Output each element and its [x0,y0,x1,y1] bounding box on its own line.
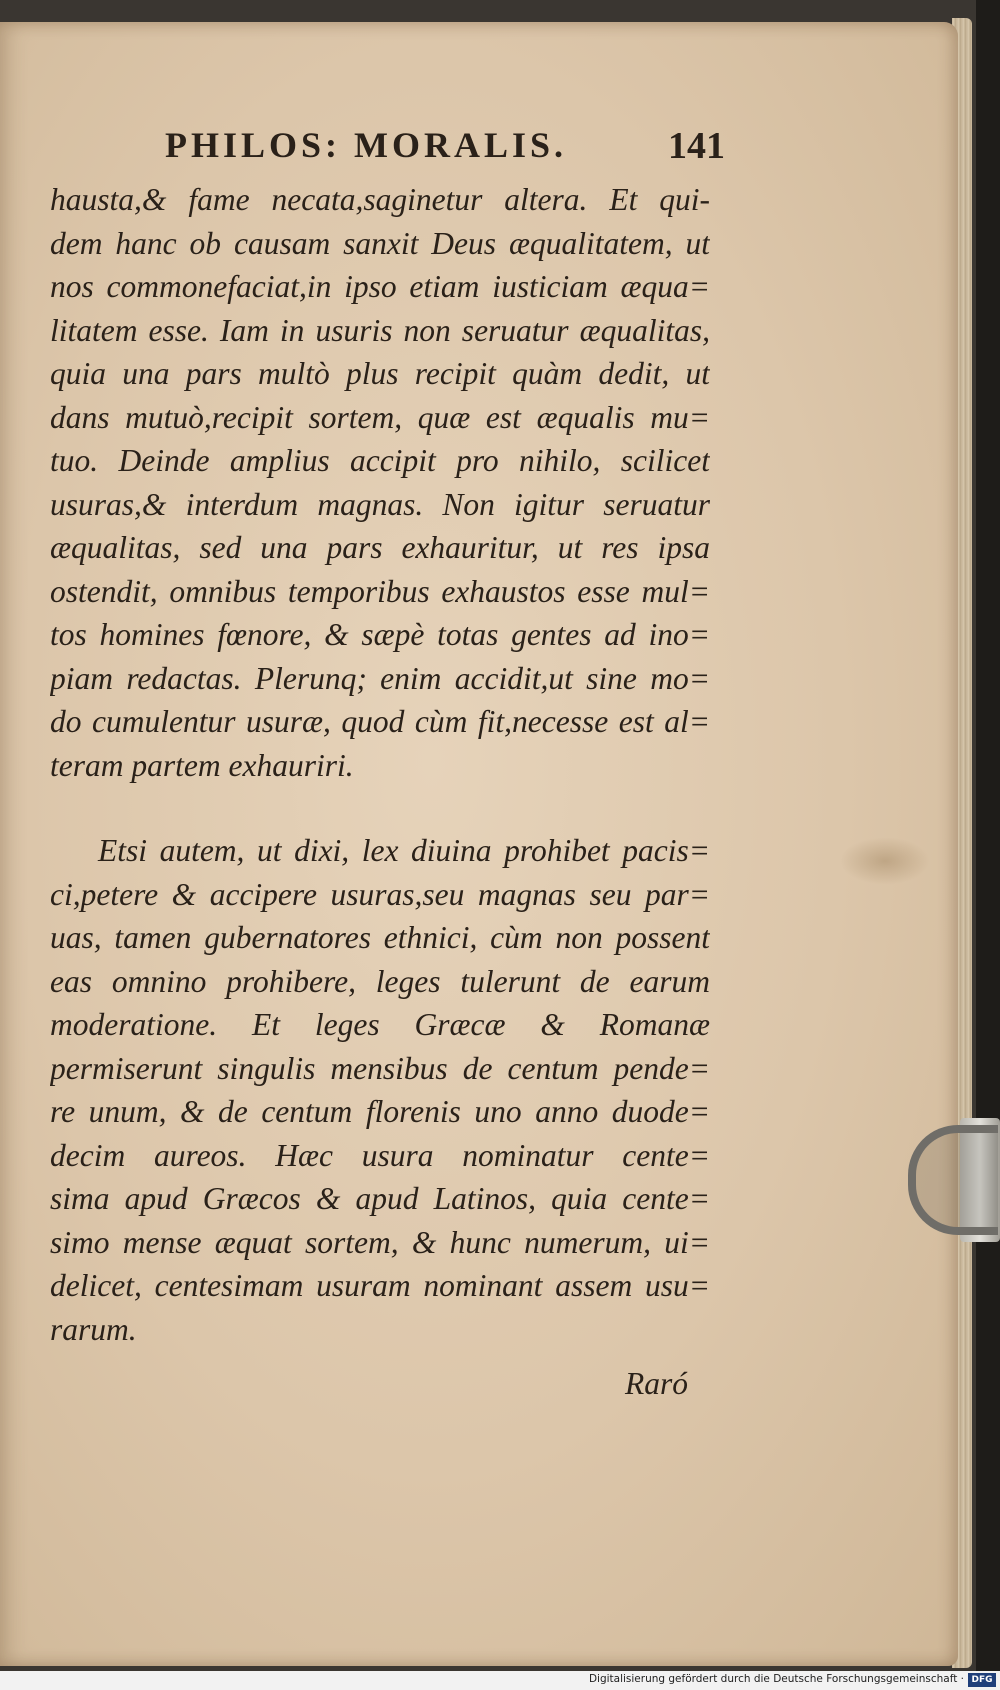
text-line: decim aureos. Hæc usura nominatur cente= [50,1137,710,1173]
text-line: ci,petere & accipere usuras,seu magnas seu par= [50,876,710,912]
text-line: quia una pars multò plus recipit quàm dedit, ut [50,356,710,391]
text-line: dem hanc ob causam sanxit Deus æqualitatem, ut [50,225,710,261]
text-line: æqualitas, sed una pars exhauritur, ut res ipsa [50,530,710,565]
catchword-row [50,1359,710,1409]
text-line: do cumulentur usuræ, quod cùm fit,necesse est al= [50,704,710,739]
text-line: nos commonefaciat,in ipso etiam iusticiam æqua= [50,269,710,304]
paragraph-gap [50,787,710,829]
text-line: hausta,& fame necata,saginetur altera. Et qui- [50,182,710,217]
text-line: usuras,& interdum magnas. Non igitur seruatur [50,486,710,522]
text-line: eas omnino prohibere, leges tulerunt de earum [50,963,710,999]
text-line: piam redactas. Plerunq; enim accidit,ut sine mo= [50,660,710,696]
text-line: tos homines fœnore, & sæpè totas gentes ad ino= [50,617,710,652]
text-line: delicet, centesimam usuram nominant assem usu= [50,1268,710,1303]
text-line: Etsi autem, ut dixi, lex diuina prohibet pacis= [98,833,710,868]
text-line: tuo. Deinde amplius accipit pro nihilo, scilicet [50,443,710,478]
text-line: rarum. [50,1311,137,1347]
book-clasp [908,1125,998,1235]
running-head: PHILOS: MORALIS. [165,125,568,165]
text-line: dans mutuò,recipit sortem, quæ est æqualis mu= [50,399,710,435]
page-stain [840,837,930,885]
text-line: teram partem exhauriri. [50,747,354,783]
text-line: sima apud Græcos & apud Latinos, quia cente= [50,1181,710,1216]
page-header [165,124,725,174]
page-number: 141 [668,125,725,167]
text-line: permiserunt singulis mensibus de centum pende= [50,1050,710,1086]
text-line: ostendit, omnibus temporibus exhaustos esse mul= [50,573,710,609]
text-line: uas, tamen gubernatores ethnici, cùm non possent [50,920,710,955]
text-block [50,178,710,1409]
paragraph-1 [50,178,710,787]
dfg-logo: DFG [968,1673,996,1687]
text-line: moderatione. Et leges Græcæ & Romanæ [50,1007,710,1042]
text-line: re unum, & de centum florenis uno anno duode= [50,1094,710,1129]
text-line: litatem esse. Iam in usuris non seruatur æqualitas, [50,312,710,348]
catchword: Raró [625,1366,688,1401]
digitization-footer [0,1671,1000,1690]
funding-credit: Digitalisierung gefördert durch die Deutsche Forschungsgemeinschaft · [588,1673,964,1685]
paragraph-2 [50,829,710,1351]
text-line: simo mense æquat sortem, & hunc numerum, ui= [50,1224,710,1260]
